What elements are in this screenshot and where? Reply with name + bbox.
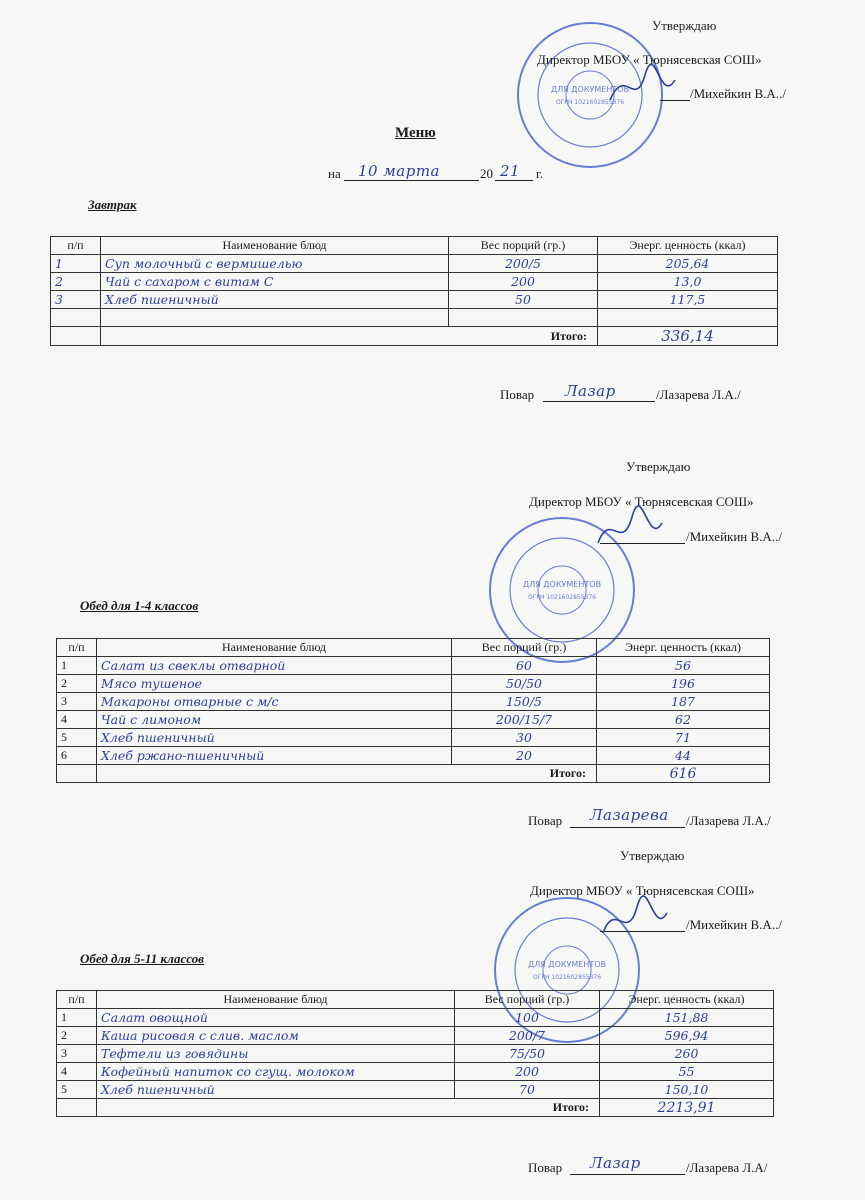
table-row (57, 747, 770, 765)
total-label: Итого: (97, 1099, 600, 1117)
lunch-1-4-table (56, 638, 770, 783)
director-label: Директор МБОУ « Тюрнясевская СОШ» (537, 52, 762, 67)
row-weight: 50 (449, 291, 598, 309)
row-name: Хлеб пшеничный (97, 1081, 455, 1099)
row-weight: 50/50 (452, 675, 597, 693)
row-energy: 596,94 (600, 1027, 774, 1045)
total-row (51, 327, 778, 346)
date-year-suffix: 21 (500, 162, 521, 180)
row-energy: 187 (597, 693, 770, 711)
row-num: 3 (51, 291, 101, 309)
date-year-prefix: 20 (480, 166, 493, 181)
row-num (51, 309, 101, 327)
col-num-header: п/п (57, 639, 97, 657)
row-weight: 200 (449, 273, 598, 291)
svg-text:ДЛЯ ДОКУМЕНТОВ: ДЛЯ ДОКУМЕНТОВ (550, 85, 630, 94)
row-weight: 200/15/7 (452, 711, 597, 729)
total-row (57, 765, 770, 783)
col-name-header: Наименование блюд (97, 639, 452, 657)
director-signature-icon (600, 60, 680, 115)
director-name: /Михейкин В.А../ (686, 529, 782, 544)
director-label: Директор МБОУ « Тюрнясевская СОШ» (529, 494, 754, 509)
row-energy: 150,10 (600, 1081, 774, 1099)
row-energy: 71 (597, 729, 770, 747)
svg-text:ОГРН 1021602855376: ОГРН 1021602855376 (527, 594, 597, 601)
row-name: Каша рисовая с слив. маслом (97, 1027, 455, 1045)
cook-label: Повар (528, 813, 563, 828)
table-row (57, 1045, 774, 1063)
row-energy: 55 (600, 1063, 774, 1081)
table-row (57, 675, 770, 693)
total-value: 616 (597, 765, 770, 783)
row-energy: 117,5 (598, 291, 778, 309)
row-num: 6 (57, 747, 97, 765)
cook-name: /Лазарева Л.А/ (686, 1160, 768, 1175)
row-energy: 56 (597, 657, 770, 675)
row-weight: 150/5 (452, 693, 597, 711)
row-num: 3 (57, 693, 97, 711)
total-label: Итого: (97, 765, 597, 783)
row-weight: 75/50 (455, 1045, 600, 1063)
row-name: Мясо тушеное (97, 675, 452, 693)
total-label: Итого: (101, 327, 598, 346)
table-row (57, 1063, 774, 1081)
row-weight: 30 (452, 729, 597, 747)
row-weight: 100 (455, 1009, 600, 1027)
table-row (57, 1009, 774, 1027)
col-weight-header: Вес порций (гр.) (449, 237, 598, 255)
approve-label: Утверждаю (652, 18, 717, 33)
row-name: Тефтели из говядины (97, 1045, 455, 1063)
col-weight-header: Вес порций (гр.) (452, 639, 597, 657)
row-weight: 200/7 (455, 1027, 600, 1045)
row-num: 1 (51, 255, 101, 273)
row-energy: 151,88 (600, 1009, 774, 1027)
table-row (57, 729, 770, 747)
table-row (57, 1081, 774, 1099)
lunch-1-4-heading: Обед для 1-4 классов (80, 598, 199, 613)
row-weight (449, 309, 598, 327)
row-name: Хлеб ржано-пшеничный (97, 747, 452, 765)
table-row (57, 1027, 774, 1045)
row-weight: 200 (455, 1063, 600, 1081)
cook-name: /Лазарева Л.А./ (656, 387, 741, 402)
svg-text:ДЛЯ ДОКУМЕНТОВ: ДЛЯ ДОКУМЕНТОВ (527, 960, 607, 969)
cook-label: Повар (528, 1160, 563, 1175)
table-row (51, 255, 778, 273)
table-row (57, 657, 770, 675)
col-energy-header: Энерг. ценность (ккал) (597, 639, 770, 657)
total-value: 336,14 (598, 327, 778, 346)
row-name (101, 309, 449, 327)
col-num-header: п/п (57, 991, 97, 1009)
date-day-month: 10 марта (358, 162, 441, 180)
row-num: 2 (57, 1027, 97, 1045)
lunch-5-11-table (56, 990, 774, 1117)
row-num: 4 (57, 711, 97, 729)
col-energy-header: Энерг. ценность (ккал) (598, 237, 778, 255)
row-name: Салат из свеклы отварной (97, 657, 452, 675)
row-num: 2 (57, 675, 97, 693)
svg-text:ДЛЯ ДОКУМЕНТОВ: ДЛЯ ДОКУМЕНТОВ (522, 580, 602, 589)
breakfast-heading: Завтрак (88, 197, 137, 212)
svg-text:ОГРН 1021602855376: ОГРН 1021602855376 (532, 974, 602, 981)
row-energy (598, 309, 778, 327)
page-title: Меню (395, 125, 436, 141)
table-row (57, 693, 770, 711)
row-name: Чай с сахаром с витам С (101, 273, 449, 291)
row-name: Хлеб пшеничный (101, 291, 449, 309)
total-value: 2213,91 (600, 1099, 774, 1117)
row-num: 1 (57, 1009, 97, 1027)
row-energy: 260 (600, 1045, 774, 1063)
row-num: 1 (57, 657, 97, 675)
cook-label: Повар (500, 387, 535, 402)
director-name: /Михейкин В.А../ (690, 86, 786, 101)
row-energy: 44 (597, 747, 770, 765)
row-energy: 196 (597, 675, 770, 693)
table-row (51, 309, 778, 327)
approve-label: Утверждаю (626, 459, 691, 474)
row-num: 3 (57, 1045, 97, 1063)
director-label: Директор МБОУ « Тюрнясевская СОШ» (530, 883, 755, 898)
cook-signature: Лазар (590, 1154, 641, 1172)
col-name-header: Наименование блюд (101, 237, 449, 255)
svg-text:ОГРН 1021602855376: ОГРН 1021602855376 (555, 99, 625, 106)
approve-label: Утверждаю (620, 848, 685, 863)
row-num: 2 (51, 273, 101, 291)
row-weight: 20 (452, 747, 597, 765)
table-header-row (57, 991, 774, 1009)
row-num: 5 (57, 1081, 97, 1099)
row-energy: 205,64 (598, 255, 778, 273)
col-num-header: п/п (51, 237, 101, 255)
table-row (57, 711, 770, 729)
cook-name: /Лазарева Л.А./ (686, 813, 771, 828)
director-name: /Михейкин В.А../ (686, 917, 782, 932)
col-name-header: Наименование блюд (97, 991, 455, 1009)
date-suffix: г. (536, 166, 544, 181)
row-weight: 70 (455, 1081, 600, 1099)
table-row (51, 273, 778, 291)
row-weight: 200/5 (449, 255, 598, 273)
row-name: Кофейный напиток со сгущ. молоком (97, 1063, 455, 1081)
table-header-row (51, 237, 778, 255)
total-row (57, 1099, 774, 1117)
cook-signature: Лазар (565, 382, 616, 400)
row-name: Хлеб пшеничный (97, 729, 452, 747)
lunch-5-11-heading: Обед для 5-11 классов (80, 951, 204, 966)
row-name: Чай с лимоном (97, 711, 452, 729)
table-header-row (57, 639, 770, 657)
date-prefix: на (328, 166, 341, 181)
row-energy: 13,0 (598, 273, 778, 291)
breakfast-table (50, 236, 778, 346)
row-energy: 62 (597, 711, 770, 729)
cook-signature: Лазарева (590, 806, 669, 824)
col-energy-header: Энерг. ценность (ккал) (600, 991, 774, 1009)
col-weight-header: Вес порций (гр.) (455, 991, 600, 1009)
row-name: Салат овощной (97, 1009, 455, 1027)
row-num: 5 (57, 729, 97, 747)
table-row (51, 291, 778, 309)
director-signature-icon (590, 505, 665, 555)
row-name: Суп молочный с вермишелью (101, 255, 449, 273)
row-name: Макароны отварные с м/с (97, 693, 452, 711)
director-signature-icon (595, 895, 670, 945)
row-num: 4 (57, 1063, 97, 1081)
row-weight: 60 (452, 657, 597, 675)
